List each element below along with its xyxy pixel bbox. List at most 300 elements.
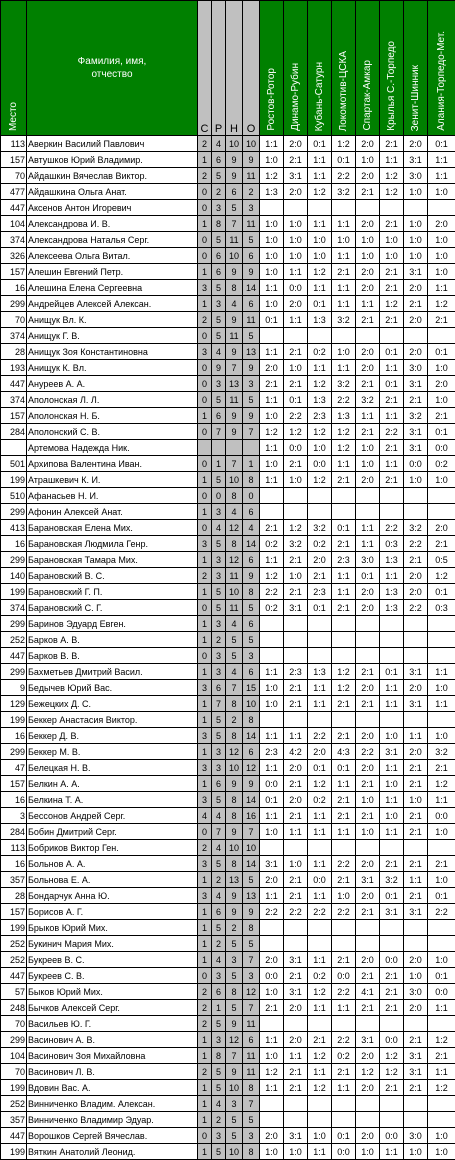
score-cell: 2:1 <box>356 776 380 792</box>
name-cell: Бобриков Виктор Ген. <box>27 840 198 856</box>
score-cell: 0:5 <box>428 552 455 568</box>
score-cell: 1:3 <box>380 584 404 600</box>
stat-cell: 10 <box>226 1144 243 1160</box>
table-row <box>1 312 455 328</box>
score-cell: 1:0 <box>260 152 284 168</box>
table-row <box>1 328 455 344</box>
stat-cell: 0 <box>198 456 212 472</box>
table-row <box>1 376 455 392</box>
score-cell: 2:0 <box>404 312 428 328</box>
score-cell: 2:2 <box>308 904 332 920</box>
header-match: Локомотив-ЦСКА <box>332 1 356 136</box>
stat-cell: 3 <box>243 200 260 216</box>
score-cell <box>428 632 455 648</box>
header-name: Фамилия, имя, отчество <box>27 1 198 136</box>
stat-cell: 11 <box>226 568 243 584</box>
score-cell: 1:2 <box>380 168 404 184</box>
score-cell: 2:1 <box>284 776 308 792</box>
score-cell <box>380 648 404 664</box>
stat-cell: 11 <box>243 312 260 328</box>
score-cell: 1:1 <box>428 664 455 680</box>
score-cell <box>404 328 428 344</box>
stat-cell: 0 <box>198 392 212 408</box>
place-cell: 447 <box>1 648 27 664</box>
score-cell: 0:0 <box>332 968 356 984</box>
score-cell: 0:0 <box>428 984 455 1000</box>
name-cell: Быков Юрий Мих. <box>27 984 198 1000</box>
score-cell: 1:0 <box>428 472 455 488</box>
stat-cell: 9 <box>226 824 243 840</box>
score-cell: 2:1 <box>404 392 428 408</box>
stat-cell: 9 <box>226 776 243 792</box>
score-cell <box>404 616 428 632</box>
score-cell: 1:0 <box>260 680 284 696</box>
score-cell: 1:1 <box>308 152 332 168</box>
score-cell: 1:0 <box>428 824 455 840</box>
place-cell: 47 <box>1 760 27 776</box>
table-row <box>1 856 455 872</box>
table-row <box>1 1064 455 1080</box>
score-cell: 2:0 <box>284 1032 308 1048</box>
score-cell: 1:1 <box>380 824 404 840</box>
place-cell: 284 <box>1 824 27 840</box>
stat-cell: 0 <box>198 248 212 264</box>
score-cell <box>308 328 332 344</box>
place-cell: 57 <box>1 984 27 1000</box>
score-cell: 1:1 <box>380 696 404 712</box>
score-cell <box>332 936 356 952</box>
score-cell <box>428 200 455 216</box>
score-cell: 1:2 <box>332 440 356 456</box>
score-cell: 1:1 <box>428 696 455 712</box>
score-cell: 2:3 <box>308 584 332 600</box>
stat-cell: 1 <box>212 1000 226 1016</box>
score-cell: 1:0 <box>260 456 284 472</box>
table-row <box>1 696 455 712</box>
score-cell <box>308 488 332 504</box>
score-cell: 2:1 <box>308 568 332 584</box>
score-cell: 2:0 <box>356 1080 380 1096</box>
place-cell: 16 <box>1 536 27 552</box>
score-cell: 2:0 <box>260 952 284 968</box>
score-cell: 1:1 <box>284 824 308 840</box>
score-cell: 0:2 <box>260 536 284 552</box>
stat-cell: 12 <box>243 760 260 776</box>
stat-cell: 10 <box>243 840 260 856</box>
stat-cell: 0 <box>198 232 212 248</box>
place-cell: 299 <box>1 744 27 760</box>
score-cell: 1:2 <box>428 1080 455 1096</box>
score-cell: 2:0 <box>356 728 380 744</box>
score-cell <box>356 1096 380 1112</box>
stat-cell: 9 <box>226 152 243 168</box>
stat-cell: 6 <box>243 616 260 632</box>
place-cell: 16 <box>1 728 27 744</box>
table-row <box>1 264 455 280</box>
score-cell: 0:0 <box>332 1144 356 1160</box>
score-cell: 1:0 <box>332 344 356 360</box>
score-cell: 1:1 <box>380 360 404 376</box>
stat-cell: 4 <box>226 296 243 312</box>
stat-cell: 0 <box>198 824 212 840</box>
score-cell: 1:1 <box>356 296 380 312</box>
score-cell: 1:0 <box>404 216 428 232</box>
place-cell: 157 <box>1 776 27 792</box>
stat-cell: 13 <box>243 344 260 360</box>
place-cell: 199 <box>1 920 27 936</box>
score-cell <box>308 1096 332 1112</box>
place-cell: 70 <box>1 1064 27 1080</box>
score-cell: 1:0 <box>428 872 455 888</box>
score-cell: 3:0 <box>404 1128 428 1144</box>
score-cell: 1:1 <box>380 456 404 472</box>
score-cell: 1:1 <box>260 280 284 296</box>
score-cell: 3:1 <box>380 904 404 920</box>
table-row <box>1 616 455 632</box>
score-cell: 1:1 <box>332 280 356 296</box>
score-cell: 2:0 <box>356 1128 380 1144</box>
score-cell: 2:0 <box>284 184 308 200</box>
stat-cell: 2 <box>198 984 212 1000</box>
score-cell <box>380 1112 404 1128</box>
score-cell: 1:1 <box>260 440 284 456</box>
stat-cell: 2 <box>212 184 226 200</box>
name-cell: Беккер Д. В. <box>27 728 198 744</box>
stat-cell: 0 <box>198 1128 212 1144</box>
stat-cell: 3 <box>212 760 226 776</box>
stat-cell: 14 <box>243 280 260 296</box>
score-cell: 1:1 <box>332 776 356 792</box>
score-cell <box>260 1016 284 1032</box>
score-cell: 1:3 <box>308 392 332 408</box>
score-cell: 2:1 <box>260 1000 284 1016</box>
score-cell: 1:0 <box>404 792 428 808</box>
score-cell <box>308 712 332 728</box>
score-cell: 0:2 <box>332 1048 356 1064</box>
score-cell: 2:0 <box>404 568 428 584</box>
name-cell: Анищук К. Вл. <box>27 360 198 376</box>
stat-cell: 11 <box>226 600 243 616</box>
stat-cell: 6 <box>212 408 226 424</box>
name-cell: Больнов А. А. <box>27 856 198 872</box>
score-cell: 0:1 <box>308 296 332 312</box>
score-cell: 2:0 <box>356 680 380 696</box>
score-cell <box>332 1016 356 1032</box>
score-cell <box>308 840 332 856</box>
score-cell <box>284 1016 308 1032</box>
score-cell: 2:1 <box>404 776 428 792</box>
score-cell: 1:1 <box>404 728 428 744</box>
stat-cell: 0 <box>198 600 212 616</box>
score-cell: 1:0 <box>404 1144 428 1160</box>
table-row <box>1 408 455 424</box>
stat-cell: 6 <box>243 552 260 568</box>
stat-cell: 0 <box>212 488 226 504</box>
stat-cell: 2 <box>198 1000 212 1016</box>
score-cell <box>284 328 308 344</box>
score-cell: 2:2 <box>260 904 284 920</box>
score-cell: 1:1 <box>260 552 284 568</box>
table-row <box>1 1000 455 1016</box>
score-cell: 1:1 <box>308 168 332 184</box>
score-cell: 1:0 <box>428 680 455 696</box>
name-cell: Баринов Эдуард Евген. <box>27 616 198 632</box>
stat-cell: 1 <box>198 472 212 488</box>
name-cell: Артемова Надежда Ник. <box>27 440 198 456</box>
score-cell: 1:0 <box>404 248 428 264</box>
place-cell: 199 <box>1 1080 27 1096</box>
score-cell: 1:2 <box>308 1080 332 1096</box>
score-cell: 1:0 <box>284 248 308 264</box>
score-cell <box>380 920 404 936</box>
table-row <box>1 776 455 792</box>
score-cell <box>308 200 332 216</box>
stat-cell: 0 <box>198 520 212 536</box>
stat-cell: 2 <box>198 840 212 856</box>
score-cell: 1:1 <box>428 280 455 296</box>
name-cell: Алексеева Ольга Витал. <box>27 248 198 264</box>
place-cell: 113 <box>1 136 27 152</box>
score-cell: 1:0 <box>260 696 284 712</box>
table-row <box>1 392 455 408</box>
score-cell: 1:1 <box>260 344 284 360</box>
score-cell <box>356 1112 380 1128</box>
stat-cell: 3 <box>212 1032 226 1048</box>
score-cell: 2:0 <box>356 600 380 616</box>
score-cell <box>332 632 356 648</box>
score-cell: 1:1 <box>404 872 428 888</box>
score-cell <box>380 488 404 504</box>
score-cell: 1:0 <box>284 232 308 248</box>
score-cell: 3:2 <box>404 408 428 424</box>
name-cell: Барановский Г. П. <box>27 584 198 600</box>
table-row <box>1 1112 455 1128</box>
stat-cell: 2 <box>226 920 243 936</box>
score-cell: 1:1 <box>380 408 404 424</box>
stat-cell: 10 <box>226 136 243 152</box>
score-cell: 3:1 <box>404 904 428 920</box>
place-cell: 248 <box>1 1000 27 1016</box>
score-cell: 1:2 <box>380 184 404 200</box>
score-cell: 1:0 <box>308 1128 332 1144</box>
stat-cell: 1 <box>198 696 212 712</box>
stat-cell: 9 <box>226 168 243 184</box>
stat-cell: 11 <box>243 1016 260 1032</box>
stat-cell: 0 <box>198 360 212 376</box>
score-cell: 1:0 <box>308 440 332 456</box>
score-cell: 3:1 <box>284 1128 308 1144</box>
stat-cell: 9 <box>243 152 260 168</box>
stat-cell: 1 <box>212 456 226 472</box>
place-cell: 299 <box>1 1032 27 1048</box>
place-cell: 326 <box>1 248 27 264</box>
stat-cell: 6 <box>212 904 226 920</box>
stat-cell: 2 <box>226 712 243 728</box>
stat-cell: 9 <box>243 264 260 280</box>
score-cell <box>356 328 380 344</box>
stat-cell: 1 <box>198 408 212 424</box>
stat-cell: 0 <box>198 648 212 664</box>
name-cell: Аполонская Н. Б. <box>27 408 198 424</box>
score-cell: 0:1 <box>428 584 455 600</box>
score-cell: 2:3 <box>308 408 332 424</box>
score-cell <box>308 648 332 664</box>
stat-cell: 0 <box>198 424 212 440</box>
stat-cell: 14 <box>243 856 260 872</box>
stat-cell: 3 <box>212 504 226 520</box>
name-cell: Васинович А. В. <box>27 1032 198 1048</box>
table-row <box>1 728 455 744</box>
stat-cell: 5 <box>212 792 226 808</box>
score-cell: 0:0 <box>380 1128 404 1144</box>
score-cell: 1:1 <box>380 152 404 168</box>
score-cell: 2:0 <box>428 520 455 536</box>
score-cell: 1:1 <box>260 392 284 408</box>
score-cell <box>356 712 380 728</box>
score-cell: 0:1 <box>308 136 332 152</box>
stat-cell: 11 <box>226 392 243 408</box>
score-cell: 2:1 <box>380 136 404 152</box>
score-cell: 2:1 <box>284 696 308 712</box>
score-cell: 1:0 <box>260 232 284 248</box>
score-cell: 0:1 <box>308 600 332 616</box>
score-cell: 2:0 <box>284 1000 308 1016</box>
stat-cell: 7 <box>226 680 243 696</box>
stat-cell: 5 <box>226 1128 243 1144</box>
name-cell: Барков В. В. <box>27 648 198 664</box>
stat-cell: 9 <box>226 424 243 440</box>
score-cell: 2:2 <box>308 728 332 744</box>
place-cell <box>1 440 27 456</box>
score-cell: 2:1 <box>356 424 380 440</box>
header-match: Динамо-Рубин <box>284 1 308 136</box>
stat-cell: 1 <box>198 664 212 680</box>
header-match: Ростов-Ротор <box>260 1 284 136</box>
name-cell: Белецкая Н. В. <box>27 760 198 776</box>
score-cell: 0:1 <box>260 312 284 328</box>
score-cell: 1:2 <box>308 1048 332 1064</box>
score-cell: 1:1 <box>308 824 332 840</box>
score-cell: 1:2 <box>380 1048 404 1064</box>
score-cell: 1:1 <box>260 472 284 488</box>
stat-cell: 3 <box>212 296 226 312</box>
stat-cell: 9 <box>226 344 243 360</box>
place-cell: 299 <box>1 296 27 312</box>
stat-cell: 8 <box>226 792 243 808</box>
score-cell: 1:1 <box>332 584 356 600</box>
stat-cell: 2 <box>198 568 212 584</box>
score-cell: 2:1 <box>284 808 308 824</box>
score-cell <box>428 936 455 952</box>
score-cell: 1:0 <box>284 472 308 488</box>
score-cell: 1:0 <box>428 1144 455 1160</box>
score-cell: 2:1 <box>356 376 380 392</box>
stat-cell: 3 <box>243 648 260 664</box>
score-cell: 1:2 <box>308 984 332 1000</box>
score-cell: 2:3 <box>332 552 356 568</box>
stat-cell: 3 <box>198 760 212 776</box>
score-cell: 2:2 <box>428 904 455 920</box>
score-cell: 1:0 <box>404 184 428 200</box>
score-cell: 3:0 <box>404 168 428 184</box>
score-cell: 3:1 <box>404 440 428 456</box>
score-cell: 1:1 <box>428 792 455 808</box>
stat-cell: 9 <box>226 264 243 280</box>
name-cell: Васильев Ю. Г. <box>27 1016 198 1032</box>
score-cell: 2:1 <box>332 728 356 744</box>
stat-cell: 9 <box>226 408 243 424</box>
stat-cell: 5 <box>212 600 226 616</box>
stat-cell: 1 <box>198 952 212 968</box>
stat-cell: 5 <box>212 280 226 296</box>
score-cell: 2:0 <box>404 280 428 296</box>
score-cell: 1:0 <box>356 456 380 472</box>
place-cell: 16 <box>1 280 27 296</box>
score-cell <box>356 616 380 632</box>
stat-cell: 8 <box>243 472 260 488</box>
score-cell <box>260 648 284 664</box>
score-cell: 1:2 <box>428 776 455 792</box>
table-row <box>1 216 455 232</box>
stat-cell: 9 <box>243 360 260 376</box>
score-cell: 1:1 <box>308 360 332 376</box>
stat-cell: 6 <box>212 152 226 168</box>
score-cell: 2:2 <box>332 856 356 872</box>
stat-cell: 5 <box>212 712 226 728</box>
name-cell: Бычков Алексей Серг. <box>27 1000 198 1016</box>
name-cell: Бессонов Андрей Серг. <box>27 808 198 824</box>
stat-cell: 2 <box>198 136 212 152</box>
score-cell: 2:0 <box>260 1128 284 1144</box>
score-cell: 2:0 <box>404 584 428 600</box>
stat-cell: 7 <box>226 1048 243 1064</box>
score-cell: 1:0 <box>284 360 308 376</box>
score-cell: 2:2 <box>332 984 356 1000</box>
stat-cell: 1 <box>198 712 212 728</box>
score-cell: 2:1 <box>404 552 428 568</box>
score-cell: 2:0 <box>404 952 428 968</box>
header-match: Зенит-Шинник <box>404 1 428 136</box>
stat-cell: 6 <box>243 664 260 680</box>
score-cell <box>284 488 308 504</box>
table-row <box>1 248 455 264</box>
name-cell: Вдовин Вас. А. <box>27 1080 198 1096</box>
table-row <box>1 296 455 312</box>
score-cell: 2:1 <box>380 472 404 488</box>
score-cell: 1:1 <box>260 1080 284 1096</box>
table-row <box>1 840 455 856</box>
score-cell: 1:0 <box>284 216 308 232</box>
table-row <box>1 824 455 840</box>
score-cell: 3:1 <box>404 152 428 168</box>
stat-cell: 8 <box>226 728 243 744</box>
stat-cell: 5 <box>243 328 260 344</box>
score-cell: 2:1 <box>308 1032 332 1048</box>
score-cell: 1:0 <box>428 184 455 200</box>
stat-cell: 13 <box>226 872 243 888</box>
score-cell: 3:1 <box>404 376 428 392</box>
score-cell: 2:1 <box>380 856 404 872</box>
table-row <box>1 744 455 760</box>
place-cell: 447 <box>1 1128 27 1144</box>
score-cell: 3:1 <box>404 424 428 440</box>
stat-cell: 12 <box>226 520 243 536</box>
name-cell: Барановская Тамара Мих. <box>27 552 198 568</box>
score-cell: 1:1 <box>308 888 332 904</box>
place-cell: 299 <box>1 616 27 632</box>
score-cell: 0:1 <box>332 760 356 776</box>
score-cell: 4:3 <box>332 744 356 760</box>
